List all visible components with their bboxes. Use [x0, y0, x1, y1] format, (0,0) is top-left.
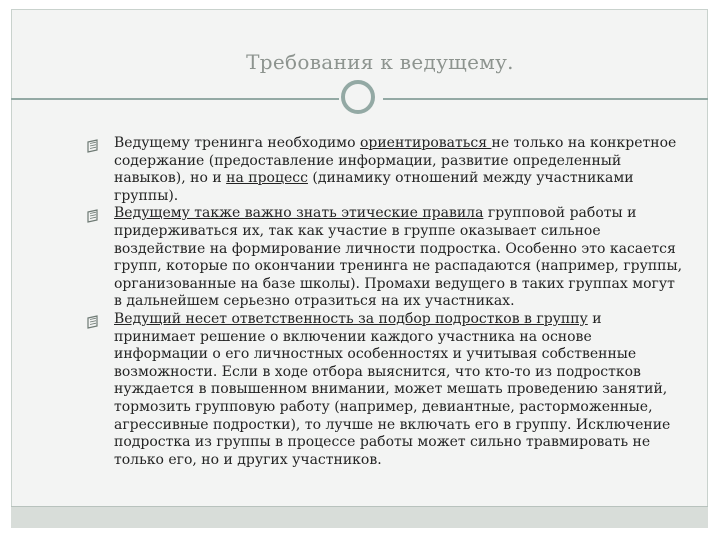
bullet-text: Ведущий несет ответственность за подбор подростков в группу и принимает решение о включении каждого участника на основе информации о его личностных особенностях и учитывая собственные возможности. Если в ходе отбора выяснится, что кто-то из подростков нуждается в повышенном внимании, может мешать проведению занятий, тормозить групповую работу (например, девиантные, расторможенные, агрессивные подростки), то лучше не включать его в группу. Исключение подростка из группы в процессе работы может сильно травмировать не только его, но и других участников. [114, 310, 671, 468]
bullet-text: Ведущему также важно знать этические правила групповой работы и придерживаться их, так как участие в группе оказывает сильное воздействие на формирование личности подростка. Особенно это касается групп, которые по окончании тренинга не распадаются (например, группы, организованные на базе школы). Промахи ведущего в таких группах могут в дальнейшем серьезно отразиться на их участниках. [114, 205, 683, 310]
divider-right [383, 98, 708, 100]
book-bullet-icon [86, 315, 100, 329]
book-bullet-icon [86, 209, 100, 223]
bottom-band [11, 506, 708, 528]
circle-ornament-icon [341, 80, 375, 114]
bullet-item [86, 135, 686, 205]
slide-title: Требования к ведущему. [246, 50, 514, 74]
book-bullet-icon [86, 139, 100, 153]
divider-left [11, 98, 339, 100]
bullet-text: Ведущему тренинга необходимо ориентироваться не только на конкретное содержание (предоставление информации, развитие определенный навыков), но и на процесс (динамику отношений между участниками группы). [114, 135, 677, 204]
bullet-item [86, 205, 686, 311]
bullet-item [86, 311, 686, 469]
bullet-list [86, 135, 686, 469]
